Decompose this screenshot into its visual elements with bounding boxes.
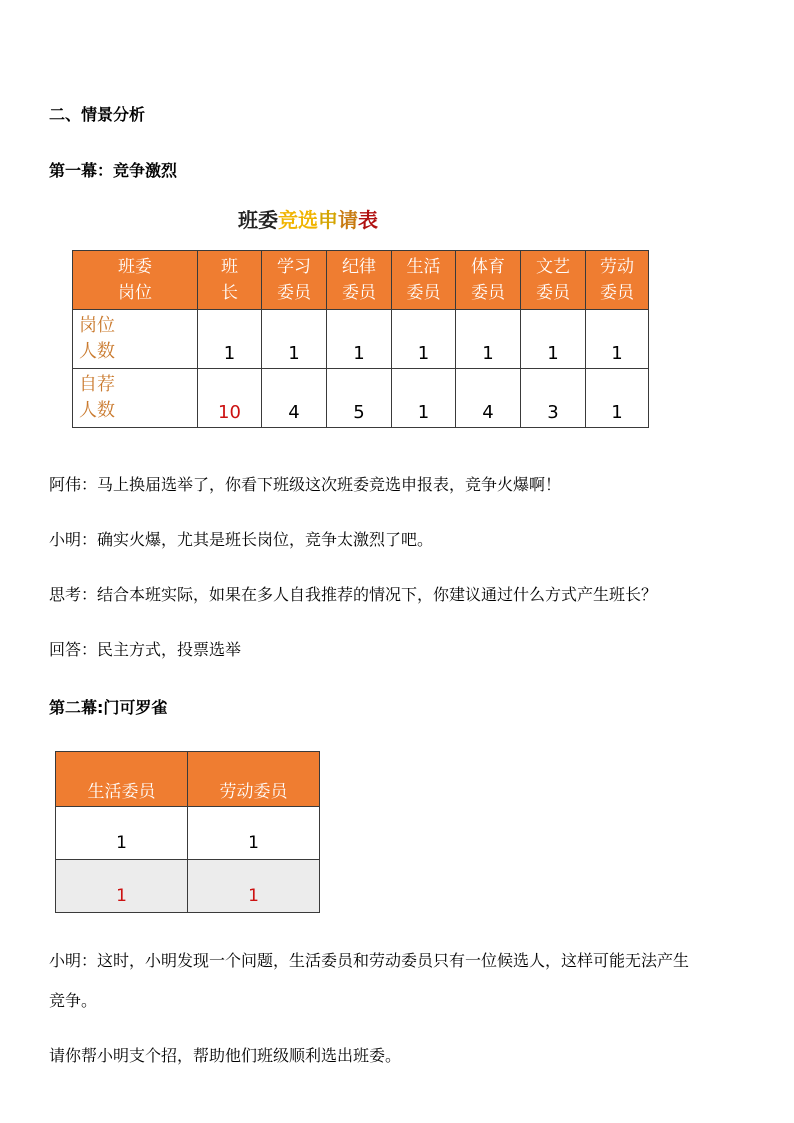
table-cell xyxy=(586,369,649,428)
col-header-line1: 体育 xyxy=(471,257,505,277)
table-cell xyxy=(56,807,188,860)
table2-col-header xyxy=(56,752,188,807)
cell-value: 1 xyxy=(611,343,623,364)
table-cell xyxy=(198,310,262,369)
col-header-text: 生活委员 xyxy=(87,782,156,802)
table-cell xyxy=(327,310,392,369)
table1-title-part2: 竞选 xyxy=(278,208,318,232)
table-cell xyxy=(262,310,327,369)
dialogue-request: 请你帮小明支个招，帮助他们班级顺利选出班委。 xyxy=(49,1046,402,1065)
header-label-line2: 岗位 xyxy=(118,283,152,303)
dialogue-awei: 阿伟：马上换届选举了，你看下班级这次班委竞选申报表，竞争火爆啊！ xyxy=(49,475,562,494)
col-header-text: 劳动委员 xyxy=(219,782,288,802)
cell-value-highlight: 10 xyxy=(218,402,241,423)
cell-value: 1 xyxy=(116,833,127,853)
table-cell xyxy=(521,310,586,369)
col-header-line1: 劳动 xyxy=(600,257,634,277)
header-label-line1: 班委 xyxy=(118,257,152,277)
row-label-positions xyxy=(73,310,198,369)
application-table xyxy=(72,250,649,428)
table1-col-header xyxy=(586,251,649,310)
candidates-table xyxy=(55,751,320,913)
table1-title-part5: 表 xyxy=(358,208,378,232)
table-cell xyxy=(198,369,262,428)
col-header-line1: 文艺 xyxy=(536,257,570,277)
dialogue-think: 思考：结合本班实际，如果在多人自我推荐的情况下，你建议通过什么方式产生班长？ xyxy=(49,585,658,604)
cell-value: 3 xyxy=(547,402,559,423)
scene2-title: 第二幕:门可罗雀 xyxy=(49,698,168,717)
table-cell xyxy=(262,369,327,428)
cell-value: 1 xyxy=(417,402,430,423)
cell-value: 1 xyxy=(547,343,559,364)
col-header-line2: 委员 xyxy=(342,283,376,303)
table2-col-header xyxy=(188,752,320,807)
cell-value-highlight: 1 xyxy=(248,886,259,906)
col-header-line2: 委员 xyxy=(536,283,570,303)
table1-col-header xyxy=(521,251,586,310)
table1-col-header xyxy=(327,251,392,310)
row-label-line1: 自荐 xyxy=(79,374,115,395)
cell-value: 1 xyxy=(288,343,300,364)
col-header-line1: 学习 xyxy=(277,257,311,277)
table1-col-header xyxy=(198,251,262,310)
table1-col-header xyxy=(262,251,327,310)
cell-value: 1 xyxy=(482,343,494,364)
table1-header-row xyxy=(73,251,649,310)
col-header-line1: 纪律 xyxy=(342,257,376,277)
col-header-line2: 长 xyxy=(221,283,238,303)
cell-value: 1 xyxy=(248,833,259,853)
row-label-line2: 人数 xyxy=(79,341,115,362)
table2-row xyxy=(56,807,320,860)
col-header-line1: 生活 xyxy=(406,257,441,277)
table-cell xyxy=(392,310,456,369)
table1-title-part3: 申 xyxy=(318,208,338,232)
table-cell xyxy=(56,860,188,913)
table-cell xyxy=(392,369,456,428)
table2-row xyxy=(56,860,320,913)
col-header-line1: 班 xyxy=(221,257,238,277)
dialogue-answer: 回答：民主方式，投票选举 xyxy=(49,640,242,659)
row-label-line1: 岗位 xyxy=(79,315,115,336)
col-header-line2: 委员 xyxy=(600,283,634,303)
row-label-line2: 人数 xyxy=(79,400,115,421)
cell-value: 4 xyxy=(288,402,300,423)
scene1-title: 第一幕：竞争激烈 xyxy=(49,161,178,180)
col-header-line2: 委员 xyxy=(406,283,441,303)
cell-value: 1 xyxy=(353,343,365,364)
dialogue-xiaoming-1: 小明：确实火爆，尤其是班长岗位，竞争太激烈了吧。 xyxy=(49,530,434,549)
table2-header-row xyxy=(56,752,320,807)
table-cell xyxy=(327,369,392,428)
table1-header-label xyxy=(73,251,198,310)
dialogue-xiaoming-2-line2: 竞争。 xyxy=(49,991,98,1010)
table1-row-self-nominated xyxy=(73,369,649,428)
table-cell xyxy=(456,310,521,369)
table1-col-header xyxy=(392,251,456,310)
table1-title xyxy=(238,204,378,233)
dialogue-xiaoming-2-line1: 小明：这时，小明发现一个问题，生活委员和劳动委员只有一位候选人，这样可能无法产生 xyxy=(49,951,690,970)
table-cell xyxy=(456,369,521,428)
cell-value-highlight: 1 xyxy=(116,886,127,906)
table-cell xyxy=(188,807,320,860)
cell-value: 1 xyxy=(417,343,430,364)
cell-value: 5 xyxy=(353,402,365,423)
section-title: 二、情景分析 xyxy=(49,105,146,124)
table-cell xyxy=(521,369,586,428)
table1-title-part4: 请 xyxy=(338,208,358,232)
table-cell xyxy=(188,860,320,913)
table-cell xyxy=(586,310,649,369)
row-label-self-nominated xyxy=(73,369,198,428)
table1-row-positions xyxy=(73,310,649,369)
cell-value: 4 xyxy=(482,402,494,423)
col-header-line2: 委员 xyxy=(277,283,311,303)
cell-value: 1 xyxy=(223,343,236,364)
col-header-line2: 委员 xyxy=(471,283,505,303)
cell-value: 1 xyxy=(611,402,623,423)
table1-title-part1: 班委 xyxy=(238,208,278,232)
table1-col-header xyxy=(456,251,521,310)
